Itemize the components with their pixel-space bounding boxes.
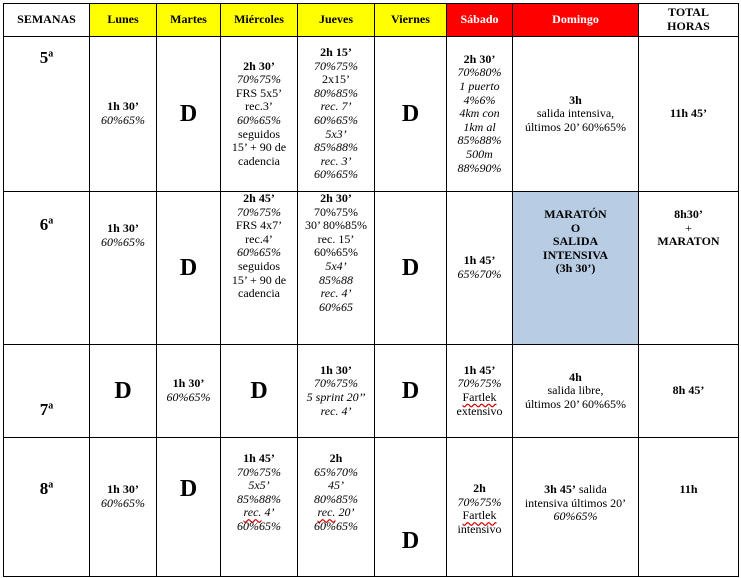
w5-total: 11h 45’ [639,37,739,192]
header-semanas: SEMANAS [4,4,90,37]
w5-viernes-rest: D [375,37,447,192]
week-label-7: 7$^a$ [4,345,90,438]
w8-lunes-cell: 1h 30’ 60%65% [90,438,157,577]
w8-miercoles-cell: 1h 45’ 70%75% 5x5’ 85%88% rec. 4’ 60%65% [221,438,298,577]
week-row-5 [4,37,739,192]
w7-total: 8h 45’ [639,345,739,438]
week-row-7 [4,345,739,438]
w8-martes-rest: D [157,438,221,577]
header-row [4,4,739,37]
w7-miercoles-rest: D [221,345,298,438]
w6-miercoles-cell: 2h 45’ 70%75% FRS 4x7’ rec.4’ 60%65% seguidos 15’ + 90 de cadencia [221,192,298,345]
header-total-line1: TOTAL [668,5,709,20]
header-miercoles: Miércoles [221,4,298,37]
w5-martes-rest: D [157,37,221,192]
week-row-6 [4,192,739,345]
header-martes: Martes [157,4,221,37]
w6-lunes-cell: 1h 30’ 60%65% [90,192,157,345]
w7-jueves-cell: 1h 30’ 70%75% 5 sprint 20’’ rec. 4’ [298,345,375,438]
w6-domingo-highlight: MARATÓN O SALIDA INTENSIVA (3h 30’) [513,192,639,345]
w7-martes-cell: 1h 30’ 60%65% [157,345,221,438]
w5-miercoles-cell: 2h 30’ 70%75% FRS 5x5’ rec.3’ 60%65% seguidos 15’ + 90 de cadencia [221,37,298,192]
header-lunes: Lunes [90,4,157,37]
w8-jueves-cell: 2h 65%70% 45’ 80%85% rec. 20’ 60%65% [298,438,375,577]
w7-lunes-rest: D [90,345,157,438]
header-viernes: Viernes [375,4,447,37]
header-total-horas [639,4,739,37]
week-label-8: 8$^a$ [4,438,90,577]
header-total-line2: HORAS [667,19,710,33]
w6-jueves-cell: 2h 30’ 70%75% 30’ 80%85% rec. 15’ 60%65% 5x4’ 85%88 rec. 4’ 60%65 [298,192,375,345]
w5-jueves-cell: 2h 15’ 70%75% 2x15’ 80%85% rec. 7’ 60%65% 5x3’ 85%88% rec. 3’ 60%65% [298,37,375,192]
w5-domingo-cell: 3h salida intensiva, últimos 20’ 60%65% [513,37,639,192]
week-label-6: 6$^a$ [4,192,90,345]
header-jueves: Jueves [298,4,375,37]
w6-martes-rest: D [157,192,221,345]
w6-viernes-rest: D [375,192,447,345]
w8-total: 11h [639,438,739,577]
w7-domingo-cell: 4h salida libre, últimos 20’ 60%65% [513,345,639,438]
w6-sabado-cell: 1h 45’ 65%70% [447,192,513,345]
w8-viernes-rest: D [375,438,447,577]
header-sabado: Sábado [447,4,513,37]
week-label-5: 5$^a$ [4,37,90,192]
w7-sabado-cell: 1h 45’ 70%75% Fartlek extensivo [447,345,513,438]
header-domingo: Domingo [513,4,639,37]
week-row-8 [4,438,739,577]
w8-domingo-cell: 3h 45’ salida intensiva últimos 20’ 60%65% [513,438,639,577]
training-plan-table [3,3,739,577]
w7-viernes-rest: D [375,345,447,438]
w5-lunes-cell: 1h 30’ 60%65% [90,37,157,192]
w6-total: 8h30’ + MARATON [639,192,739,345]
w5-sabado-cell: 2h 30’ 70%80% 1 puerto 4%6% 4km con 1km al 85%88% 500m 88%90% [447,37,513,192]
w8-sabado-cell: 2h 70%75% Fartlek intensivo [447,438,513,577]
